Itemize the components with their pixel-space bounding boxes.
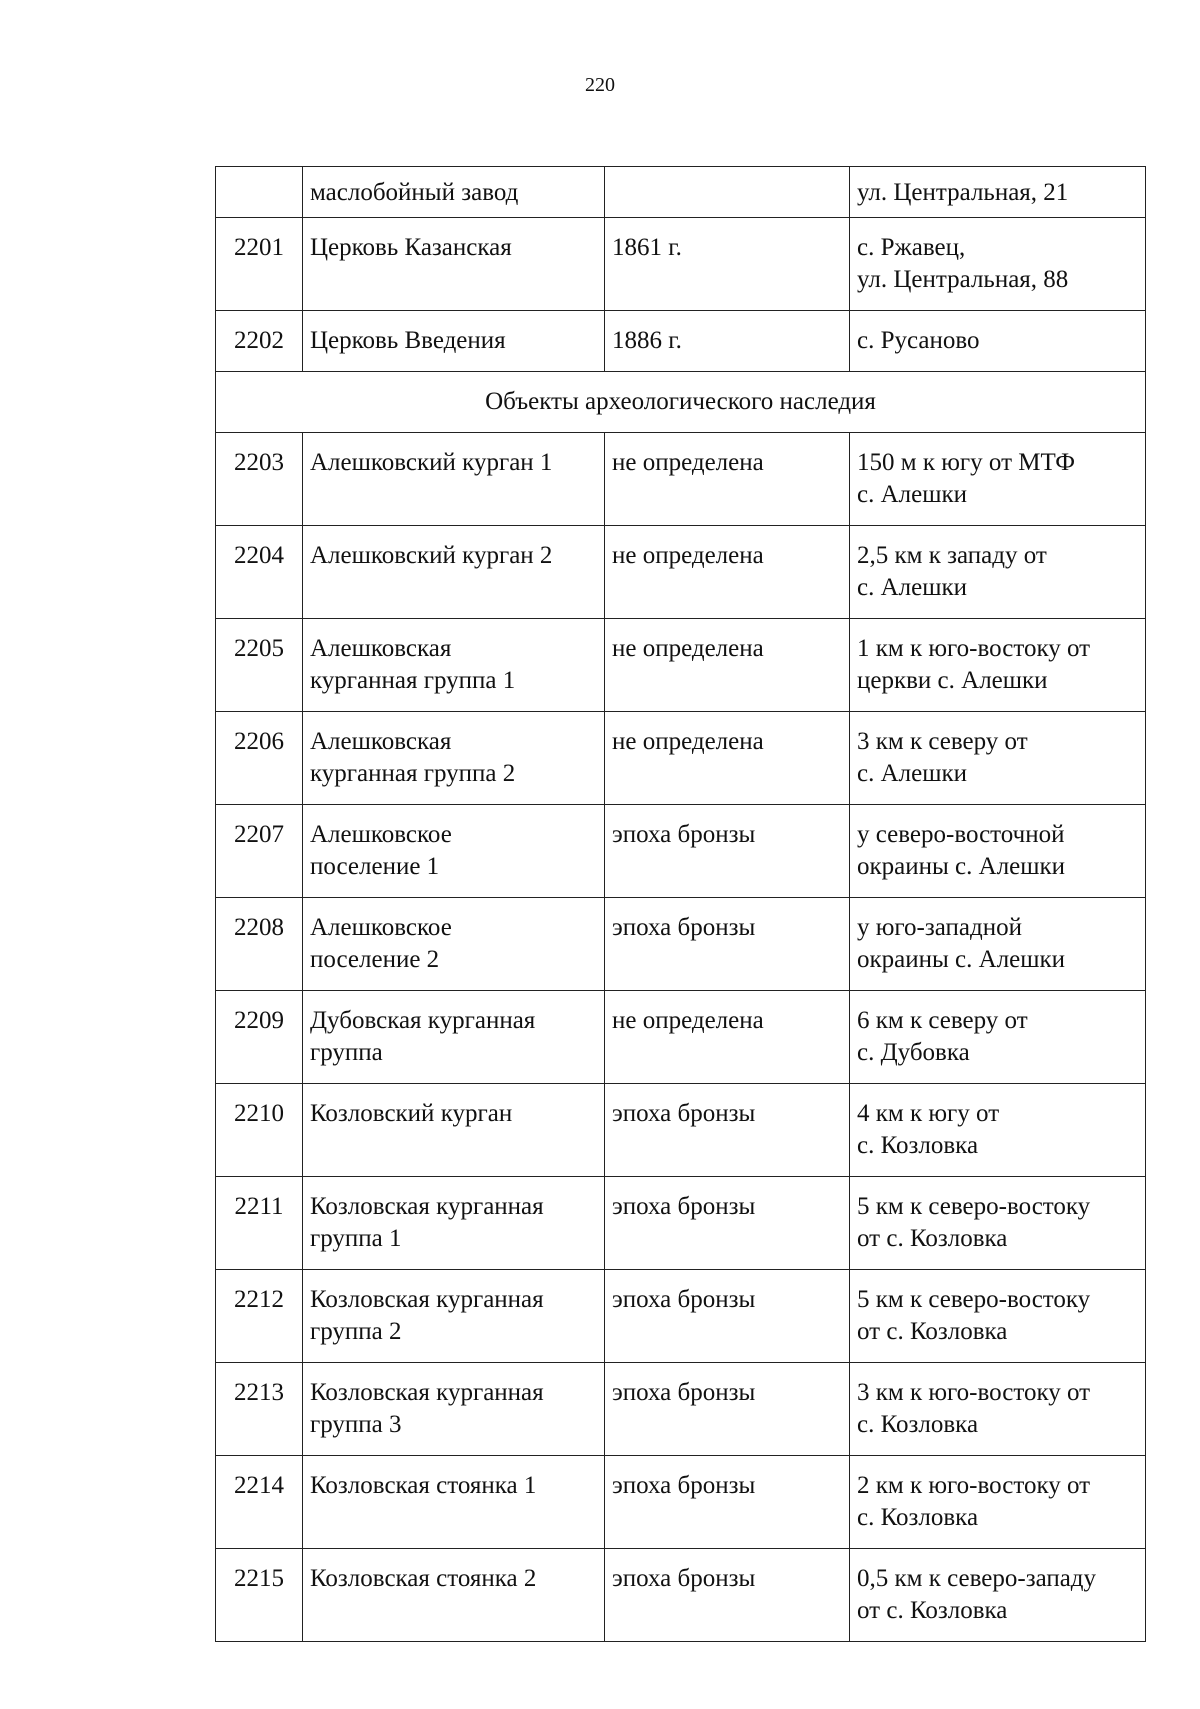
row-number-cell: 2204	[216, 526, 303, 619]
table-row	[216, 712, 1146, 805]
section-header-row	[216, 372, 1146, 433]
location-cell: у юго-западной окраины с. Алешки	[850, 898, 1146, 991]
table-row	[216, 1456, 1146, 1549]
dating-cell: не определена	[605, 619, 850, 712]
table-body	[216, 167, 1146, 1642]
object-name-cell: Алешковский курган 2	[303, 526, 605, 619]
object-name-cell: Церковь Казанская	[303, 218, 605, 311]
location-cell: с. Русаново	[850, 311, 1146, 372]
table-row	[216, 526, 1146, 619]
object-name-cell: Алешковский курган 1	[303, 433, 605, 526]
dating-cell: не определена	[605, 712, 850, 805]
object-name-cell: Алешковская курганная группа 2	[303, 712, 605, 805]
dating-cell: не определена	[605, 526, 850, 619]
location-cell: с. Ржавец, ул. Центральная, 88	[850, 218, 1146, 311]
location-cell: 2 км к юго-востоку от с. Козловка	[850, 1456, 1146, 1549]
location-cell: 3 км к северу от с. Алешки	[850, 712, 1146, 805]
table-row	[216, 311, 1146, 372]
object-name-cell: Алешковское поселение 2	[303, 898, 605, 991]
row-number-cell: 2201	[216, 218, 303, 311]
object-name-cell: Козловская курганная группа 1	[303, 1177, 605, 1270]
table-row	[216, 991, 1146, 1084]
dating-cell: 1861 г.	[605, 218, 850, 311]
dating-cell: эпоха бронзы	[605, 1084, 850, 1177]
row-number-cell: 2209	[216, 991, 303, 1084]
object-name-cell: Дубовская курганная группа	[303, 991, 605, 1084]
table-row	[216, 1084, 1146, 1177]
table-row	[216, 218, 1146, 311]
location-cell: 5 км к северо-востоку от с. Козловка	[850, 1177, 1146, 1270]
object-name-cell: Алешковская курганная группа 1	[303, 619, 605, 712]
row-number-cell: 2215	[216, 1549, 303, 1642]
location-cell: 3 км к юго-востоку от с. Козловка	[850, 1363, 1146, 1456]
row-number-cell: 2202	[216, 311, 303, 372]
dating-cell: 1886 г.	[605, 311, 850, 372]
row-number-cell: 2207	[216, 805, 303, 898]
dating-cell: эпоха бронзы	[605, 805, 850, 898]
dating-cell: эпоха бронзы	[605, 1177, 850, 1270]
location-cell: у северо-восточной окраины с. Алешки	[850, 805, 1146, 898]
row-number-cell: 2211	[216, 1177, 303, 1270]
object-name-cell: Козловская стоянка 1	[303, 1456, 605, 1549]
location-cell: 150 м к югу от МТФ с. Алешки	[850, 433, 1146, 526]
object-name-cell: Козловская курганная группа 3	[303, 1363, 605, 1456]
dating-cell: не определена	[605, 991, 850, 1084]
row-number-cell: 2208	[216, 898, 303, 991]
table-row	[216, 1363, 1146, 1456]
location-cell: 2,5 км к западу от с. Алешки	[850, 526, 1146, 619]
dating-cell: эпоха бронзы	[605, 1270, 850, 1363]
table-row	[216, 433, 1146, 526]
object-name-cell: Алешковское поселение 1	[303, 805, 605, 898]
dating-cell: не определена	[605, 433, 850, 526]
location-cell: 1 км к юго-востоку от церкви с. Алешки	[850, 619, 1146, 712]
row-number-cell: 2203	[216, 433, 303, 526]
table-row	[216, 1177, 1146, 1270]
table-row	[216, 805, 1146, 898]
dating-cell: эпоха бронзы	[605, 898, 850, 991]
row-number-cell: 2214	[216, 1456, 303, 1549]
dating-cell	[605, 167, 850, 218]
dating-cell: эпоха бронзы	[605, 1363, 850, 1456]
location-cell: 6 км к северу от с. Дубовка	[850, 991, 1146, 1084]
object-name-cell: маслобойный завод	[303, 167, 605, 218]
object-name-cell: Церковь Введения	[303, 311, 605, 372]
section-title: Объекты археологического наследия	[216, 372, 1146, 433]
table-row	[216, 898, 1146, 991]
location-cell: 5 км к северо-востоку от с. Козловка	[850, 1270, 1146, 1363]
page-number: 220	[585, 74, 615, 96]
row-number-cell: 2205	[216, 619, 303, 712]
object-name-cell: Козловская стоянка 2	[303, 1549, 605, 1642]
row-number-cell: 2212	[216, 1270, 303, 1363]
location-cell: 4 км к югу от с. Козловка	[850, 1084, 1146, 1177]
dating-cell: эпоха бронзы	[605, 1456, 850, 1549]
dating-cell: эпоха бронзы	[605, 1549, 850, 1642]
table-row	[216, 1549, 1146, 1642]
row-number-cell	[216, 167, 303, 218]
row-number-cell: 2206	[216, 712, 303, 805]
table-row	[216, 167, 1146, 218]
object-name-cell: Козловская курганная группа 2	[303, 1270, 605, 1363]
row-number-cell: 2210	[216, 1084, 303, 1177]
location-cell: 0,5 км к северо-западу от с. Козловка	[850, 1549, 1146, 1642]
heritage-table	[215, 166, 1146, 1642]
object-name-cell: Козловский курган	[303, 1084, 605, 1177]
table-row	[216, 1270, 1146, 1363]
location-cell: ул. Центральная, 21	[850, 167, 1146, 218]
table-row	[216, 619, 1146, 712]
row-number-cell: 2213	[216, 1363, 303, 1456]
